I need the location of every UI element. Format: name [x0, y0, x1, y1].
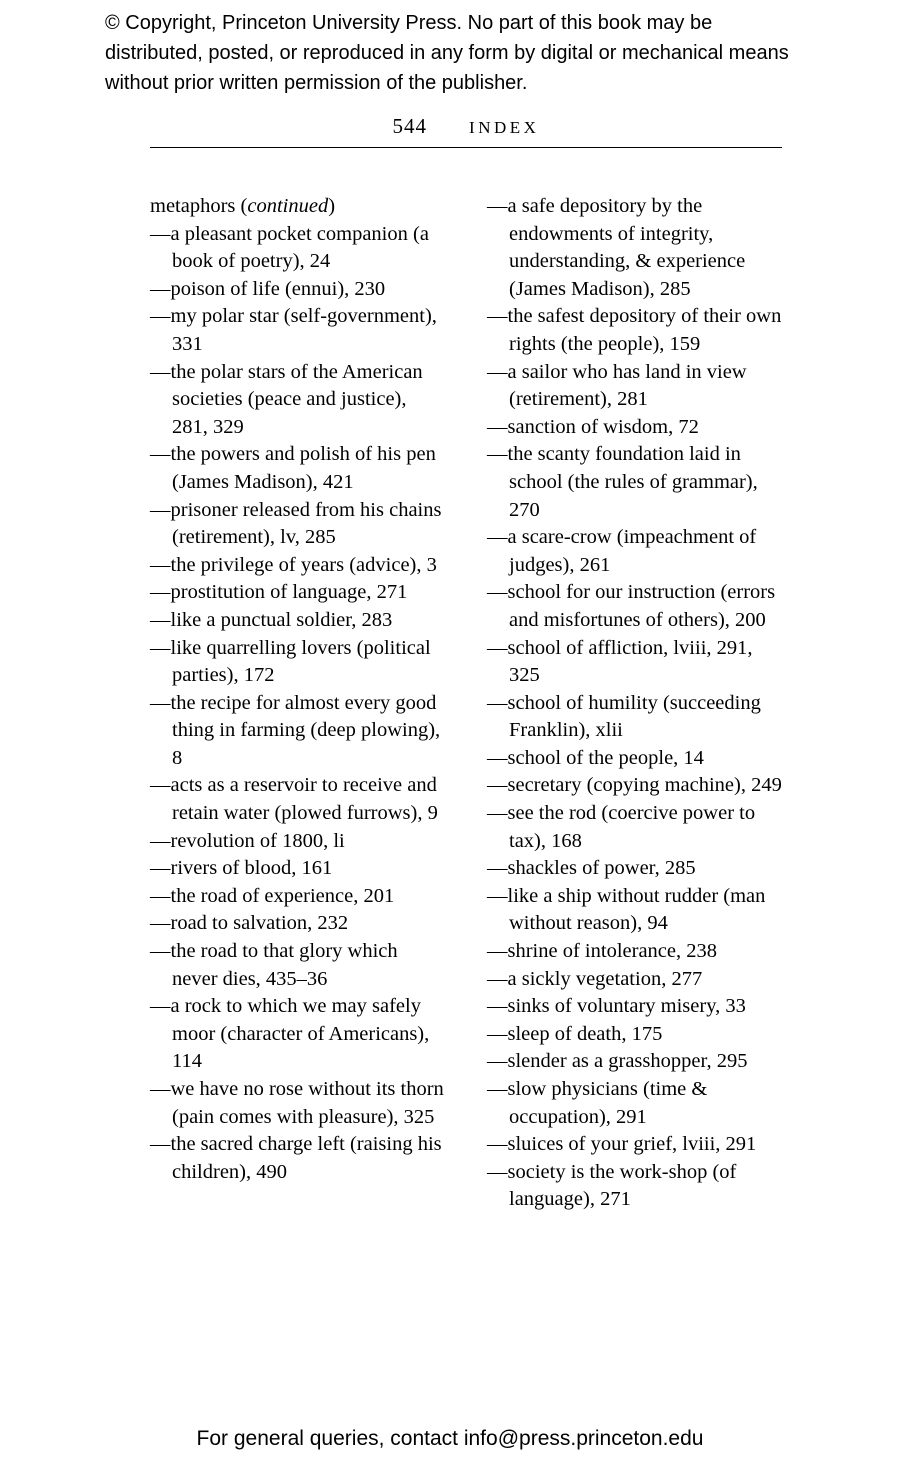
index-entry: —see the rod (coercive power to tax), 168 — [487, 802, 756, 852]
index-entry: —my polar star (self-government), 331 — [150, 305, 437, 355]
index-entry: —the scanty foundation laid in school (the rules of grammar), 270 — [487, 443, 758, 521]
index-entry: —a scare-crow (impeachment of judges), 261 — [487, 526, 757, 576]
index-left-column — [150, 193, 447, 1186]
index-entry: —the recipe for almost every good thing in farming (deep plowing), 8 — [150, 691, 441, 769]
index-entry: —school for our instruction (errors and misfortunes of others), 200 — [487, 581, 776, 631]
index-entry: —a safe depository by the endowments of integrity, understanding, & experience (James Madison), 285 — [487, 195, 746, 300]
index-entry: —revolution of 1800, li — [150, 829, 345, 852]
page-number: 544 — [392, 114, 428, 138]
index-entry: —like a punctual soldier, 283 — [150, 608, 393, 631]
index-entry: —school of affliction, lviii, 291, 325 — [487, 636, 753, 687]
index-entry: —slow physicians (time & occupation), 291 — [487, 1078, 708, 1128]
index-entry: —shrine of intolerance, 238 — [487, 940, 717, 963]
page-header — [150, 114, 782, 139]
copyright-notice: © Copyright, Princeton University Press. No part of this book may be distributed, posted, or reproduced in any form by digital or mechanical means without prior written permission of the publisher. — [105, 12, 789, 94]
page-footer-contact: For general queries, contact info@press.princeton.edu — [196, 1427, 704, 1450]
index-entry: —the road to that glory which never dies, 435–36 — [150, 940, 398, 990]
index-entry: —a rock to which we may safely moor (character of Americans), 114 — [150, 995, 430, 1073]
index-entry: —like quarrelling lovers (political parties), 172 — [150, 636, 431, 687]
index-entry: —rivers of blood, 161 — [150, 857, 333, 880]
index-entry: —like a ship without rudder (man without reason), 94 — [487, 884, 766, 935]
index-entry: —school of the people, 14 — [487, 746, 704, 769]
index-entry: —a pleasant pocket companion (a book of poetry), 24 — [150, 222, 429, 273]
index-entry: —sleep of death, 175 — [487, 1022, 663, 1045]
index-entry: —prisoner released from his chains (retirement), lv, 285 — [150, 498, 442, 549]
header-rule — [150, 147, 782, 148]
index-entry: —sluices of your grief, lviii, 291 — [487, 1133, 757, 1156]
index-entry: —a sailor who has land in view (retirement), 281 — [487, 360, 747, 411]
index-entry: —slender as a grasshopper, 295 — [487, 1050, 748, 1073]
heading-suffix: ) — [328, 195, 336, 217]
index-entry: —the privilege of years (advice), 3 — [150, 553, 437, 576]
index-right-column — [487, 193, 784, 1214]
index-entry: —secretary (copying machine), 249 — [487, 774, 782, 797]
index-entry: —a sickly vegetation, 277 — [487, 967, 703, 990]
index-entry: —sanction of wisdom, 72 — [487, 415, 699, 438]
heading-prefix: metaphors ( — [150, 195, 248, 217]
index-entry: —prostitution of language, 271 — [150, 581, 408, 604]
index-entry: —shackles of power, 285 — [487, 857, 696, 880]
heading-italic: continued — [247, 195, 329, 217]
index-entry: —sinks of voluntary misery, 33 — [487, 995, 746, 1018]
index-entry: —society is the work-shop (of language), 271 — [487, 1160, 737, 1211]
index-entry: —acts as a reservoir to receive and retain water (plowed furrows), 9 — [150, 774, 438, 825]
index-entry: —the road of experience, 201 — [150, 884, 395, 907]
index-entry: —we have no rose without its thorn (pain comes with pleasure), 325 — [150, 1078, 444, 1128]
index-entry-heading — [150, 193, 447, 221]
index-entry: —the powers and polish of his pen (James Madison), 421 — [150, 443, 436, 493]
index-entry: —the safest depository of their own rights (the people), 159 — [487, 305, 782, 355]
index-entry: —school of humility (succeeding Franklin), xlii — [487, 691, 761, 742]
index-entry: —the sacred charge left (raising his children), 490 — [150, 1133, 442, 1183]
page-title: INDEX — [469, 118, 540, 137]
index-entry: —road to salvation, 232 — [150, 912, 349, 935]
index-entry: —the polar stars of the American societies (peace and justice), 281, 329 — [150, 360, 423, 438]
index-entry: —poison of life (ennui), 230 — [150, 277, 386, 300]
